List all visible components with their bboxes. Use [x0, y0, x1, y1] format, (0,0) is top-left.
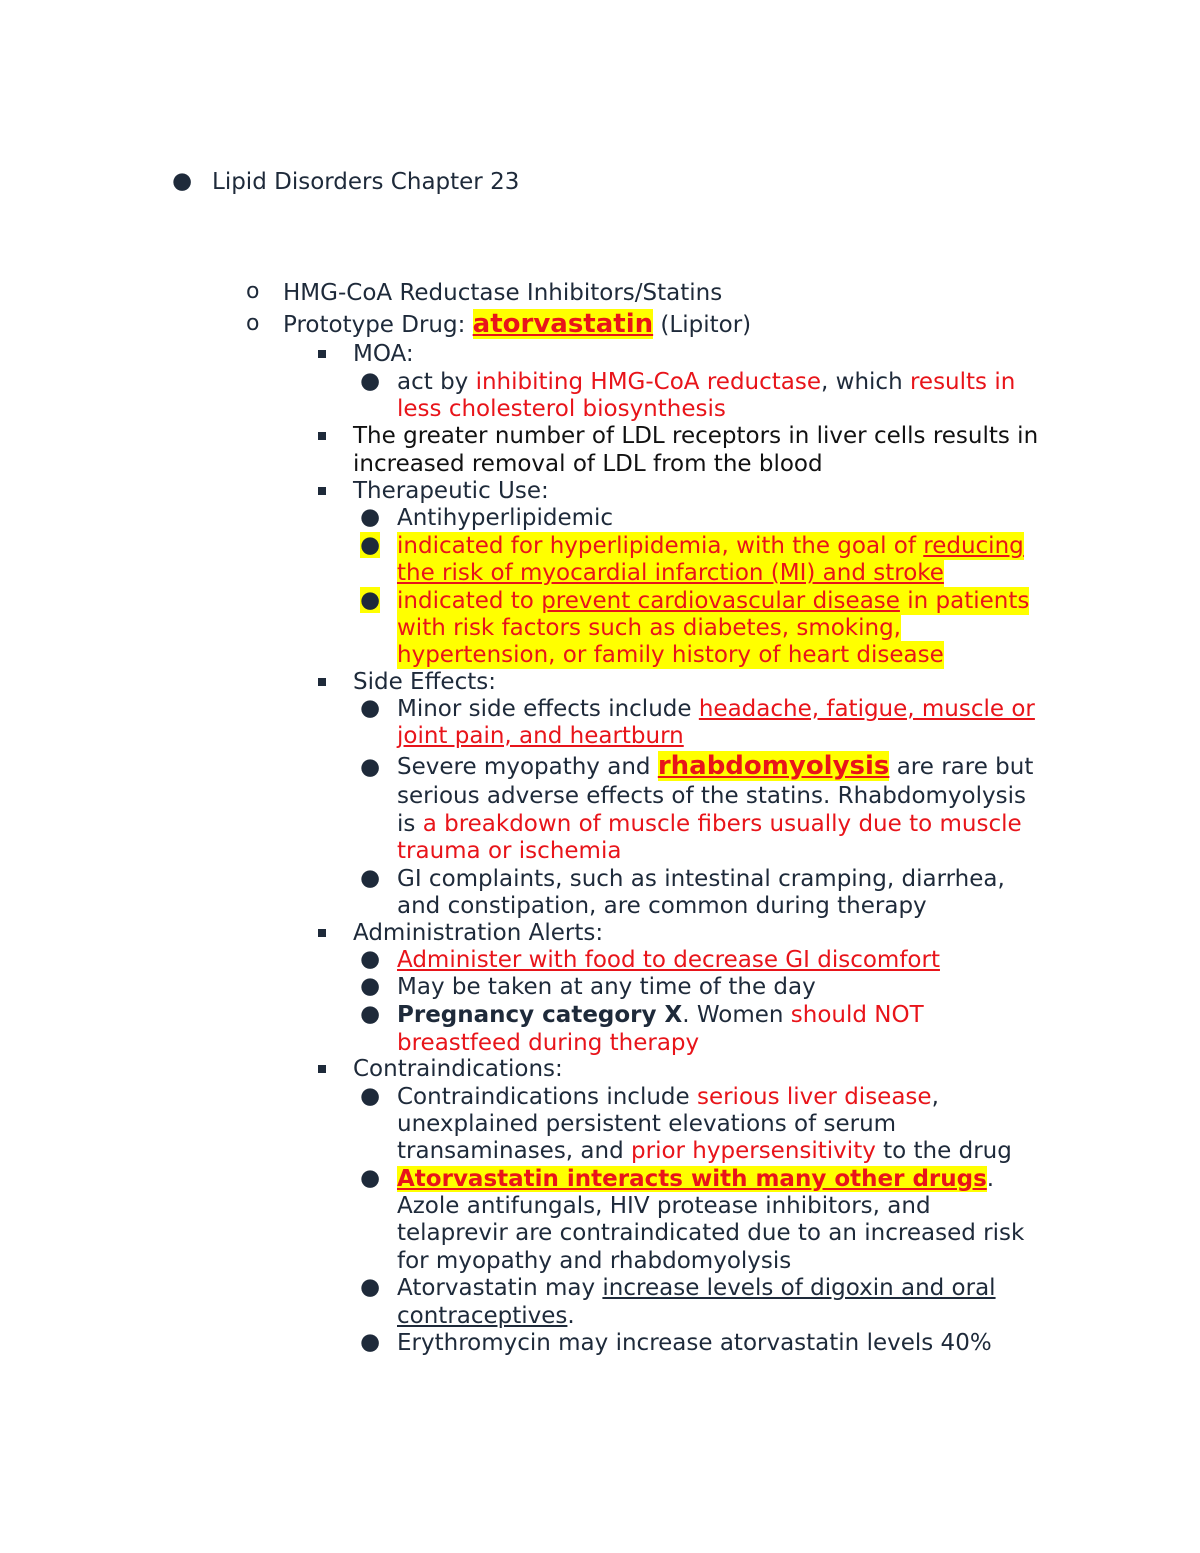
ldl-text-line2: increased removal of LDL from the blood — [353, 451, 823, 477]
contraindication-item-cont: unexplained persistent elevations of serum — [397, 1111, 897, 1137]
prototype-drug-line — [283, 310, 751, 339]
prototype-drug-name: atorvastatin — [472, 309, 654, 339]
contraindication-item-cont: telaprevir are contraindicated due to an increased risk — [397, 1220, 1025, 1246]
contraindication-item: Contraindications include serious liver disease, — [397, 1084, 939, 1110]
ldl-text-line1: The greater number of LDL receptors in liver cells results in — [353, 423, 1039, 449]
bullet-disc: ● — [172, 168, 193, 194]
admin-heading: Administration Alerts: — [353, 920, 604, 946]
contraindication-item-cont: contraceptives. — [397, 1303, 575, 1329]
moa-text-line2: less cholesterol biosynthesis — [397, 396, 726, 422]
therapeutic-item: Antihyperlipidemic — [397, 505, 614, 531]
therapeutic-item-cont: with risk factors such as diabetes, smoking, — [397, 615, 901, 641]
contraindications-heading: Contraindications: — [353, 1056, 563, 1082]
bullet-square — [318, 678, 326, 686]
bullet-disc: ● — [360, 1083, 381, 1109]
admin-item: May be taken at any time of the day — [397, 974, 816, 1000]
side-effect-item: Minor side effects include headache, fatigue, muscle or — [397, 696, 1035, 722]
admin-item-cont: breastfeed during therapy — [397, 1030, 700, 1056]
contraindication-item: Erythromycin may increase atorvastatin levels 40% — [397, 1330, 992, 1356]
bullet-disc: ● — [360, 1165, 381, 1191]
bullet-square — [318, 929, 326, 937]
bullet-circle: o — [246, 279, 260, 304]
bullet-square — [318, 432, 326, 440]
side-effect-item-cont: trauma or ischemia — [397, 838, 622, 864]
prototype-label: Prototype Drug: — [283, 312, 473, 338]
drug-class-heading: HMG-CoA Reductase Inhibitors/Statins — [283, 280, 723, 306]
admin-item: Pregnancy category X. Women should NOT — [397, 1002, 924, 1028]
bullet-disc: ● — [360, 587, 381, 613]
bullet-disc: ● — [360, 1329, 381, 1355]
therapeutic-heading: Therapeutic Use: — [353, 478, 549, 504]
moa-text-line1: act by inhibiting HMG-CoA reductase, which results in — [397, 369, 1016, 395]
bullet-disc: ● — [360, 754, 381, 780]
side-effects-heading: Side Effects: — [353, 669, 496, 695]
bullet-disc: ● — [360, 1001, 381, 1027]
bullet-disc: ● — [360, 695, 381, 721]
side-effect-item-cont: and constipation, are common during therapy — [397, 893, 927, 919]
bullet-square — [318, 1065, 326, 1073]
bullet-disc: ● — [360, 946, 381, 972]
bullet-disc: ● — [360, 504, 381, 530]
bullet-disc: ● — [360, 865, 381, 891]
contraindication-item: Atorvastatin may increase levels of digoxin and oral — [397, 1275, 996, 1301]
contraindication-item-cont: for myopathy and rhabdomyolysis — [397, 1248, 792, 1274]
therapeutic-item-cont: hypertension, or family history of heart disease — [397, 642, 944, 668]
therapeutic-item: indicated to prevent cardiovascular disease in patients — [397, 588, 1030, 614]
therapeutic-item: indicated for hyperlipidemia, with the goal of reducing — [397, 533, 1024, 559]
side-effect-item: Severe myopathy and rhabdomyolysis are rare but — [397, 751, 1034, 781]
bullet-disc: ● — [360, 532, 381, 558]
bullet-square — [318, 487, 326, 495]
admin-item: Administer with food to decrease GI discomfort — [397, 947, 940, 973]
side-effect-item-cont: serious adverse effects of the statins. Rhabdomyolysis — [397, 783, 1026, 809]
side-effect-item-cont: joint pain, and heartburn — [397, 723, 684, 749]
contraindication-item-cont: Azole antifungals, HIV protease inhibitors, and — [397, 1193, 931, 1219]
bullet-disc: ● — [360, 1274, 381, 1300]
contraindication-item: Atorvastatin interacts with many other drugs. — [397, 1166, 995, 1192]
bullet-circle: o — [246, 311, 260, 336]
side-effect-item: GI complaints, such as intestinal cramping, diarrhea, — [397, 866, 1005, 892]
side-effect-item-cont: is a breakdown of muscle fibers usually due to muscle — [397, 811, 1022, 837]
contraindication-item-cont: transaminases, and prior hypersensitivity to the drug — [397, 1138, 1012, 1164]
bullet-square — [318, 350, 326, 358]
therapeutic-item-cont: the risk of myocardial infarction (MI) and stroke — [397, 560, 944, 586]
bullet-disc: ● — [360, 368, 381, 394]
bullet-disc: ● — [360, 973, 381, 999]
document-title: Lipid Disorders Chapter 23 — [212, 169, 520, 195]
prototype-brand: (Lipitor) — [653, 312, 752, 338]
moa-heading: MOA: — [353, 341, 414, 367]
